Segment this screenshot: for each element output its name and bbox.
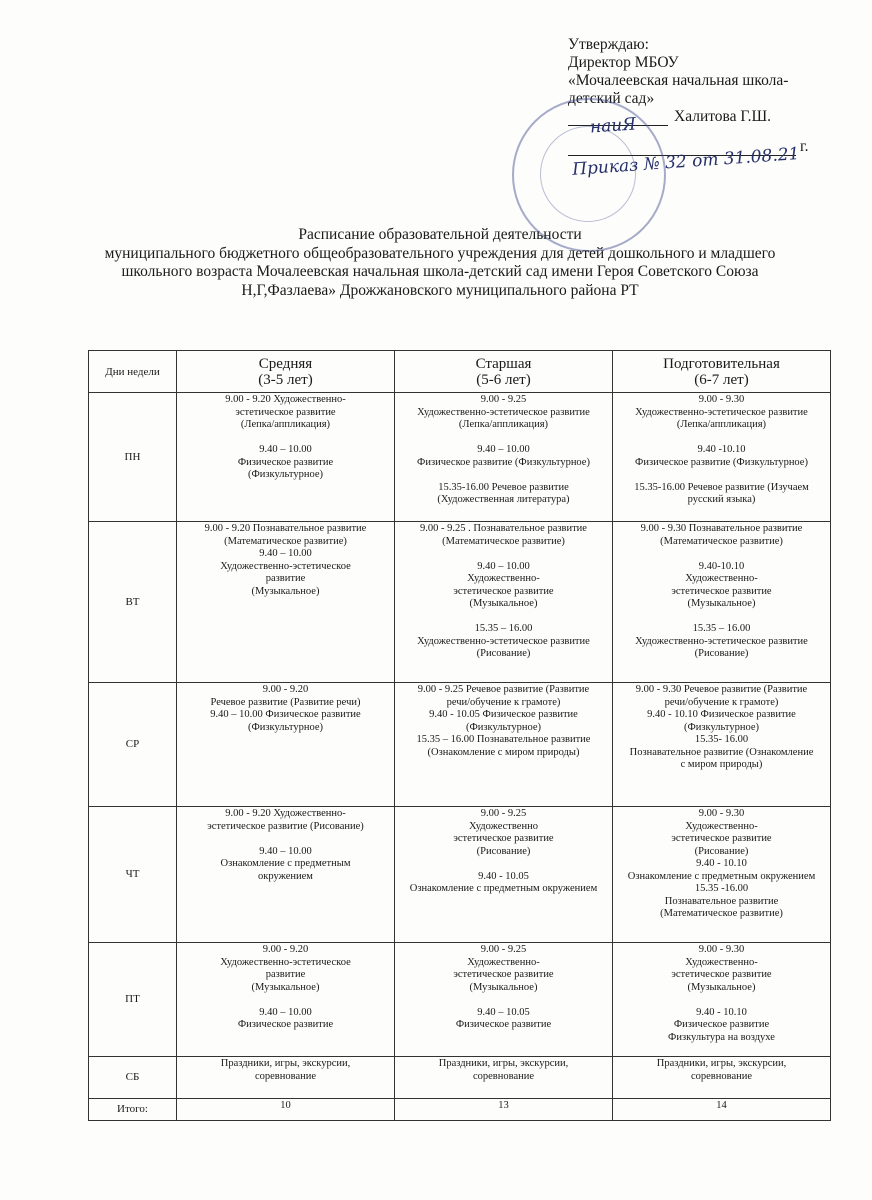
table-row-total	[89, 1099, 831, 1121]
schedule-cell: 9.00 - 9.25 Художественно- эстетическое развитие (Музыкальное) 9.40 – 10.05 Физическое развитие	[395, 943, 613, 1057]
day-cell: ПН	[89, 393, 177, 522]
day-cell: ЧТ	[89, 807, 177, 943]
schedule-cell: Праздники, игры, экскурсии, соревнование	[177, 1057, 395, 1099]
schedule-cell: 9.00 - 9.25 . Познавательное развитие (Математическое развитие) 9.40 – 10.00 Художественно- эстетическое развитие (Музыкальное) 15.35 – 16.00 Художественно-эстетическое развитие (Рисование)	[395, 522, 613, 683]
header-middle-group: Средняя (3-5 лет)	[177, 351, 395, 393]
approval-heading: Утверждаю:	[568, 36, 649, 53]
title-line-1: Расписание образовательной деятельности	[298, 226, 582, 243]
year-suffix: г.	[800, 138, 809, 155]
approval-position: Директор МБОУ	[568, 54, 679, 71]
schedule-cell: Праздники, игры, экскурсии, соревнование	[613, 1057, 831, 1099]
table-row-sat	[89, 1057, 831, 1099]
schedule-cell: 9.00 - 9.20 Художественно- эстетическое развитие (Рисование) 9.40 – 10.00 Ознакомление с предметным окружением	[177, 807, 395, 943]
schedule-cell: 9.00 - 9.25 Художественно-эстетическое развитие (Лепка/аппликация) 9.40 – 10.00 Физическое развитие (Физкультурное) 15.35-16.00 Речевое развитие (Художественная литература)	[395, 393, 613, 522]
schedule-cell: 9.00 - 9.30 Художественно-эстетическое развитие (Лепка/аппликация) 9.40 -10.10 Физическое развитие (Физкультурное) 15.35-16.00 Речевое развитие (Изучаем русский языка)	[613, 393, 831, 522]
table-row-fri	[89, 943, 831, 1057]
schedule-cell: 9.00 - 9.20 Познавательное развитие (Математическое развитие) 9.40 – 10.00 Художественно-эстетическое развитие (Музыкальное)	[177, 522, 395, 683]
header-senior-group: Старшая (5-6 лет)	[395, 351, 613, 393]
approval-org-line2: детский сад»	[568, 90, 655, 107]
table-header-row	[89, 351, 831, 393]
director-name: Халитова Г.Ш.	[674, 108, 772, 125]
schedule-cell: 9.00 - 9.30 Художественно- эстетическое развитие (Музыкальное) 9.40 - 10.10 Физическое развитие Физкультура на воздухе	[613, 943, 831, 1057]
day-cell: СР	[89, 683, 177, 807]
handwritten-signature: наиЯ	[589, 114, 637, 138]
schedule-cell: 9.00 - 9.20 Художественно- эстетическое развитие (Лепка/аппликация) 9.40 – 10.00 Физическое развитие (Физкультурное)	[177, 393, 395, 522]
schedule-cell: 9.00 - 9.25 Художественно эстетическое развитие (Рисование) 9.40 - 10.05 Ознакомление с предметным окружением	[395, 807, 613, 943]
schedule-cell: 9.00 - 9.20 Речевое развитие (Развитие речи) 9.40 – 10.00 Физическое развитие (Физкультурное)	[177, 683, 395, 807]
header-prep-group: Подготовительная (6-7 лет)	[613, 351, 831, 393]
schedule-table	[88, 350, 831, 1121]
schedule-cell: 9.00 - 9.30 Художественно- эстетическое развитие (Рисование) 9.40 - 10.10 Ознакомление с предметным окружением 15.35 -16.00 Познавательное развитие (Математическое развитие)	[613, 807, 831, 943]
handwritten-order: Приказ № 32 от 31.08.21	[571, 144, 801, 180]
day-cell: СБ	[89, 1057, 177, 1099]
table-row-tue	[89, 522, 831, 683]
schedule-cell: 9.00 - 9.30 Познавательное развитие (Математическое развитие) 9.40-10.10 Художественно- эстетическое развитие (Музыкальное) 15.35 – 16.00 Художественно-эстетическое развитие (Рисование)	[613, 522, 831, 683]
table-row-thu	[89, 807, 831, 943]
total-cell: 10	[177, 1099, 395, 1121]
schedule-cell: 9.00 - 9.30 Речевое развитие (Развитие речи/обучение к грамоте) 9.40 - 10.10 Физическое развитие (Физкультурное) 15.35- 16.00 Познавательное развитие (Ознакомление с миром природы)	[613, 683, 831, 807]
header-days: Дни недели	[89, 351, 177, 393]
table-row-wed	[89, 683, 831, 807]
document-title	[60, 226, 820, 300]
day-cell: ПТ	[89, 943, 177, 1057]
total-cell: 13	[395, 1099, 613, 1121]
title-line-2: муниципального бюджетного общеобразовательного учреждения для детей дошкольного и младшего	[104, 244, 776, 262]
day-cell: ВТ	[89, 522, 177, 683]
schedule-cell: 9.00 - 9.25 Речевое развитие (Развитие речи/обучение к грамоте) 9.40 - 10.05 Физическое развитие (Физкультурное) 15.35 – 16.00 Познавательное развитие (Ознакомление с миром природы)	[395, 683, 613, 807]
title-line-4: Н,Г,Фазлаева» Дрожжановского муниципального района РТ	[241, 281, 639, 299]
title-line-3: школьного возраста Мочалеевская начальная школа-детский сад имени Героя Советского Союза	[121, 263, 759, 280]
schedule-cell: 9.00 - 9.20 Художественно-эстетическое развитие (Музыкальное) 9.40 – 10.00 Физическое развитие	[177, 943, 395, 1057]
table-row-mon	[89, 393, 831, 522]
approval-org-line1: «Мочалеевская начальная школа-	[568, 72, 789, 89]
total-label: Итого:	[89, 1099, 177, 1121]
schedule-cell: Праздники, игры, экскурсии, соревнование	[395, 1057, 613, 1099]
total-cell: 14	[613, 1099, 831, 1121]
